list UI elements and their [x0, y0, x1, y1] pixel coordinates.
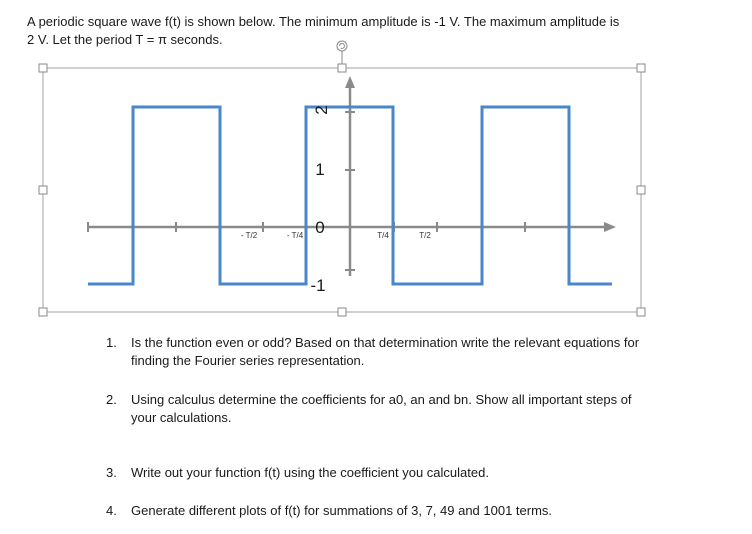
y-label-0: 0 [315, 218, 325, 237]
question-text-line: Using calculus determine the coefficients for a0, an and bn. Show all important steps of [131, 392, 632, 407]
resize-handle-bm[interactable] [338, 308, 346, 316]
question-text-line: Write out your function f(t) using the coefficient you calculated. [131, 465, 489, 480]
resize-handle-ml[interactable] [39, 186, 47, 194]
question-text-line: finding the Fourier series representation. [131, 353, 365, 368]
question-text-line: Generate different plots of f(t) for summations of 3, 7, 49 and 1001 terms. [131, 503, 553, 518]
resize-handle-tm[interactable] [338, 64, 346, 72]
rotate-handle-icon[interactable] [337, 41, 347, 64]
resize-handle-bl[interactable] [39, 308, 47, 316]
y-axis-arrow-icon [345, 76, 355, 88]
question-number: 4. [106, 503, 117, 518]
y-label-2: 2 [312, 105, 331, 115]
question-number: 2. [106, 392, 117, 407]
resize-handles[interactable] [39, 64, 645, 316]
x-label-quarter: T/4 [377, 231, 389, 240]
question-text-line: Is the function even or odd? Based on that determination write the relevant equations for [131, 335, 640, 350]
x-label-neg-half: - T/2 [240, 231, 258, 240]
intro-line-2: 2 V. Let the period T = π seconds. [27, 32, 223, 47]
y-label-neg1: -1 [310, 276, 326, 295]
x-axis-arrow-icon [604, 222, 616, 232]
question-number: 3. [106, 465, 117, 480]
x-label-neg-quarter: - T/4 [286, 231, 304, 240]
resize-handle-mr[interactable] [637, 186, 645, 194]
y-label-1: 1 [315, 160, 325, 179]
resize-handle-tl[interactable] [39, 64, 47, 72]
question-number: 1. [106, 335, 117, 350]
resize-handle-br[interactable] [637, 308, 645, 316]
resize-handle-tr[interactable] [637, 64, 645, 72]
intro-line-1: A periodic square wave f(t) is shown below. The minimum amplitude is -1 V. The maximum amplitude is [27, 14, 620, 29]
question-text-line: your calculations. [131, 410, 232, 425]
x-label-half: T/2 [419, 231, 431, 240]
